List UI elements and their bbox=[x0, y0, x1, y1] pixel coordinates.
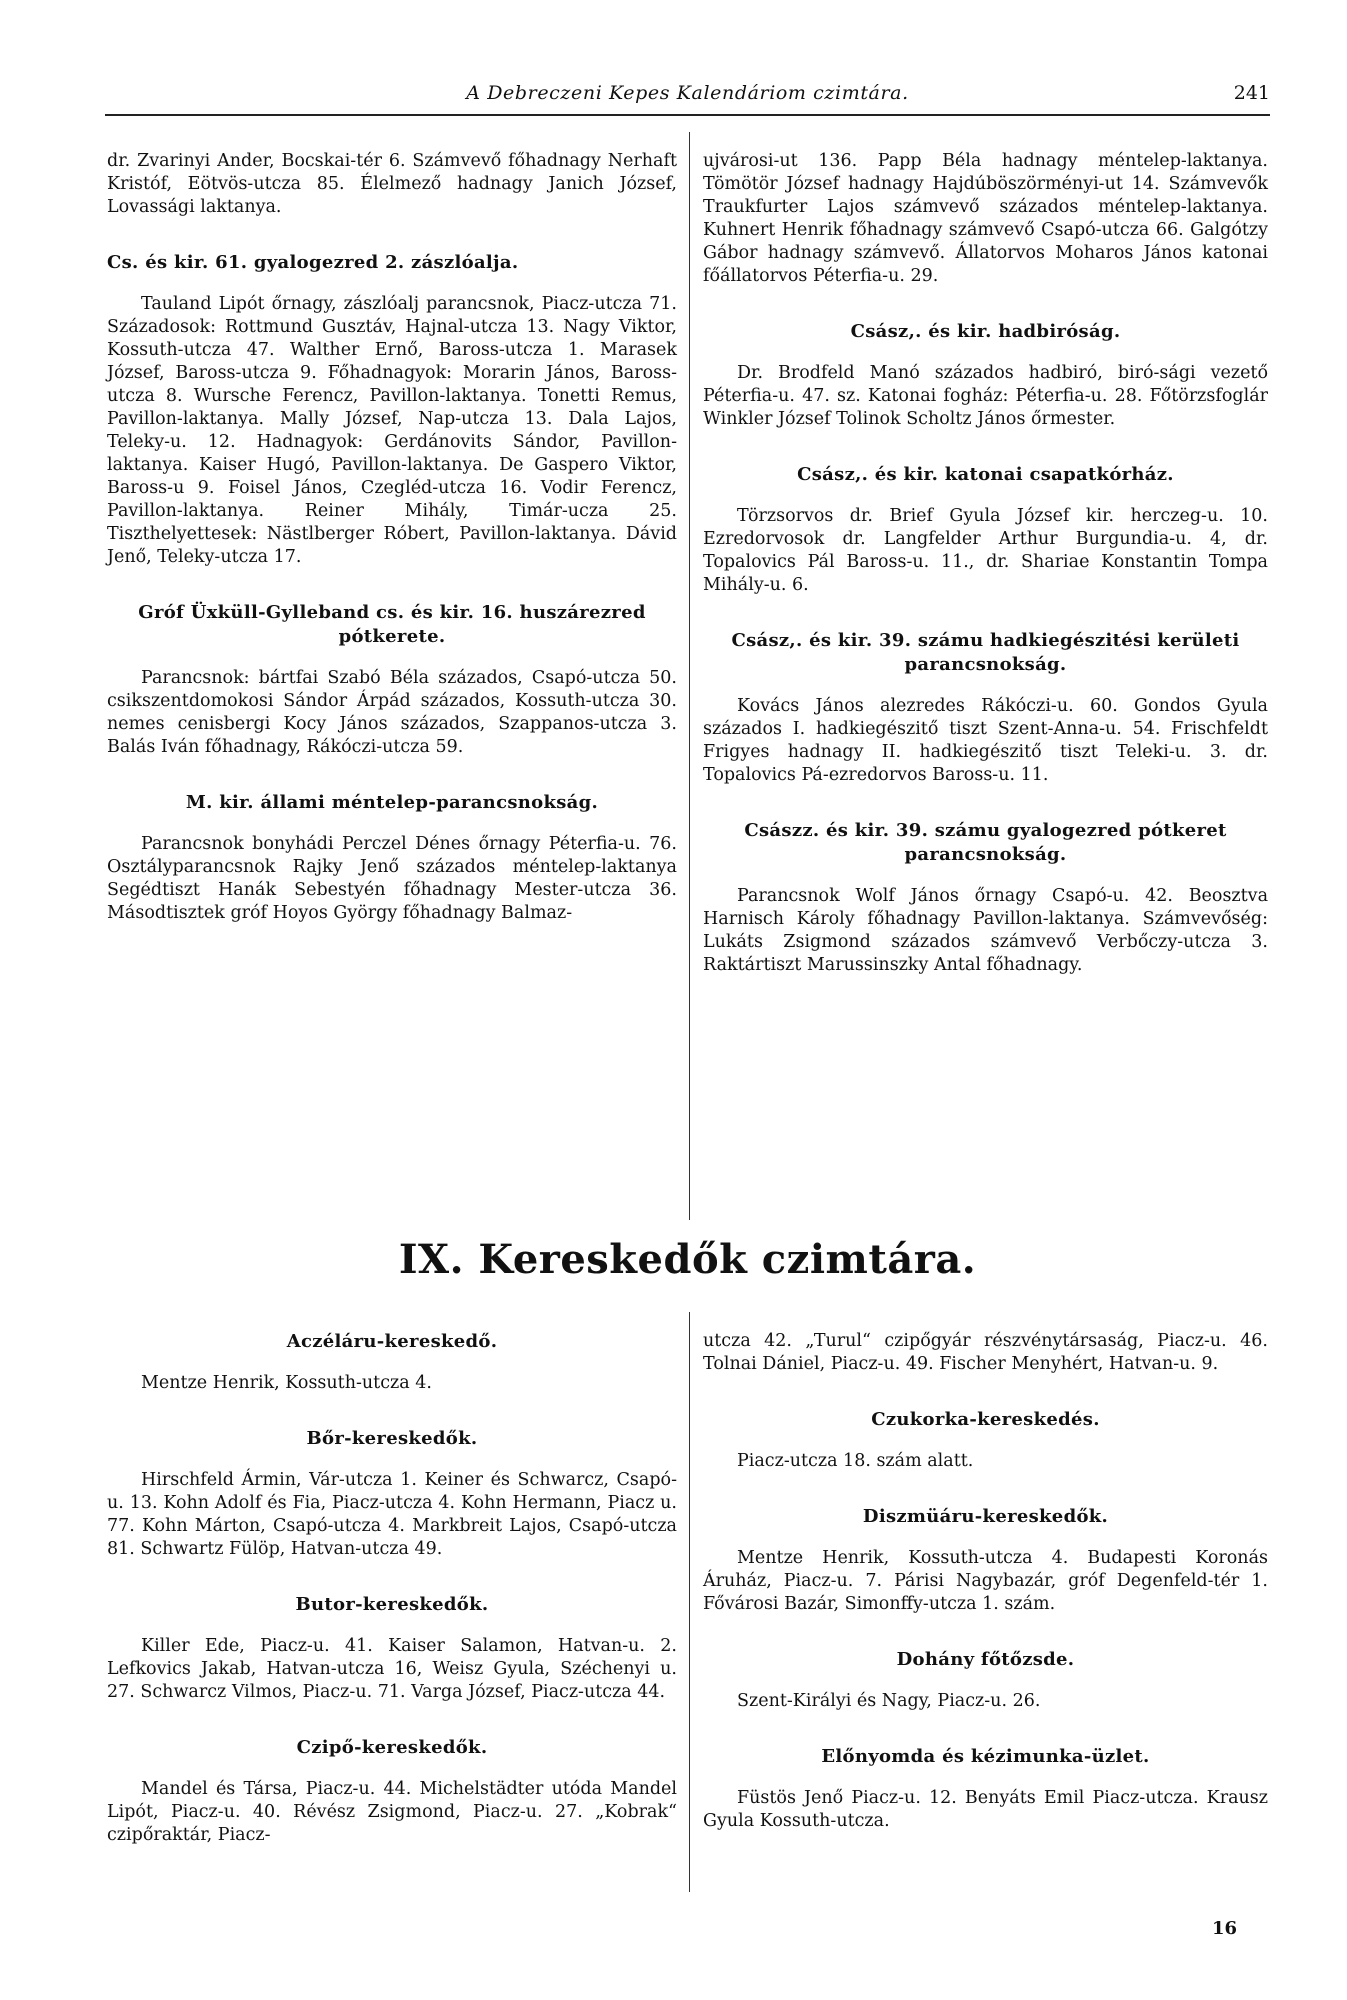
continuation-text: utcza 42. „Turul“ czipőgyár részvénytársaság, Piacz-u. 46. Tolnai Dániel, Piacz-u. 49. Fischer Menyhért, Hatvan-u. 9. bbox=[703, 1331, 1268, 1374]
section-huszarezred-16 bbox=[107, 601, 677, 759]
section-elonyomda bbox=[703, 1745, 1268, 1833]
section-text: Mentze Henrik, Kossuth-utcza 4. Budapesti Koronás Áruház, Piacz-u. 7. Párisi Nagybazár, gróf Degenfeld-tér 1. Fővárosi Bazár, Simonffy-utcza 1. szám. bbox=[703, 1548, 1268, 1614]
section-text: Szent-Királyi és Nagy, Piacz-u. 26. bbox=[737, 1691, 1041, 1711]
section-text: Dr. Brodfeld Manó százados hadbiró, biró-sági vezető Péterfia-u. 47. sz. Katonai fogház: Péterfia-u. 28. Főtörzsfoglár Winkler József Tolinok Scholtz János őrmester. bbox=[703, 363, 1268, 429]
header-rule bbox=[105, 114, 1270, 116]
section-text: Törzsorvos dr. Brief Gyula József kir. herczeg-u. 10. Ezredorvosok dr. Langfelder Arthur Burgundia-u. 4, dr. Topalovics Pál Baross-u. 11., dr. Shariae Konstantin Tompa Mihály-u. 6. bbox=[703, 506, 1268, 595]
section-title: Aczéláru-kereskedő. bbox=[286, 1331, 498, 1352]
continuation-block bbox=[703, 1330, 1268, 1376]
section-title: Dohány főtőzsde. bbox=[896, 1649, 1075, 1670]
chapter-title: IX. Kereskedők czimtára. bbox=[398, 1236, 977, 1283]
section-czukorka bbox=[703, 1408, 1268, 1473]
section-title: Bőr-kereskedők. bbox=[306, 1428, 478, 1449]
military-left-column bbox=[107, 150, 677, 957]
section-aczelaru bbox=[107, 1330, 677, 1395]
section-diszmuaru bbox=[703, 1505, 1268, 1616]
section-title: Czipő-kereskedők. bbox=[296, 1737, 488, 1758]
section-potkeret bbox=[703, 819, 1268, 977]
section-hadbirosag bbox=[703, 320, 1268, 431]
page-header bbox=[105, 80, 1270, 114]
section-text: Tauland Lipót őrnagy, zászlóalj parancsnok, Piacz-utcza 71. Századosok: Rottmund Gusztáv, Hajnal-utcza 13. Nagy Viktor, Kossuth-utcza 47. Walther Ernő, Baross-utcza 1. Marasek József, Baross-utcza 9. Főhadnagyok: Morarin János, Baross-utcza 8. Wursche Ferencz, Pavillon-laktanya. Tonetti Remus, Pavillon-laktanya. Mally József, Nap-utcza 13. Dala Lajos, Teleky-u. 12. Hadnagyok: Gerdánovits Sándor, Pavillon-laktanya. Kaiser Hugó, Pavillon-laktanya. De Gaspero Viktor, Baross-u 9. Foisel János, Czegléd-utcza 16. Vodir Ferencz, Pavillon-laktanya. Reiner Mihály, Timár-ucza 25. Tiszthelyettesek: Nästlberger Róbert, Pavillon-laktanya. Dávid Jenő, Teleky-utcza 17. bbox=[107, 294, 677, 567]
section-text: Piacz-utcza 18. szám alatt. bbox=[737, 1451, 974, 1471]
section-title: Czukorka-kereskedés. bbox=[871, 1409, 1100, 1430]
continuation-block bbox=[703, 150, 1268, 288]
section-butor bbox=[107, 1593, 677, 1704]
section-text: Hirschfeld Ármin, Vár-utcza 1. Keiner és Schwarcz, Csapó-u. 13. Kohn Adolf és Fia, Piacz-utcza 4. Kohn Hermann, Piacz u. 77. Kohn Márton, Csapó-utcza 4. Markbreit Lajos, Csapó-utcza 81. Schwartz Fülöp, Hatvan-utcza 49. bbox=[107, 1470, 677, 1559]
section-czipo bbox=[107, 1736, 677, 1847]
section-bor bbox=[107, 1427, 677, 1561]
page-number: 241 bbox=[1233, 82, 1270, 104]
merchants-left-column bbox=[107, 1330, 677, 1879]
section-title: Előnyomda és kézimunka-üzlet. bbox=[821, 1746, 1150, 1767]
section-title: Gróf Üxküll-Gylleband cs. és kir. 16. huszárezred pótkerete. bbox=[138, 602, 646, 647]
section-title: Diszmüáru-kereskedők. bbox=[862, 1506, 1109, 1527]
section-csapatkorhaz bbox=[703, 463, 1268, 597]
merchants-right-column bbox=[703, 1330, 1268, 1865]
sheet-number: 16 bbox=[1212, 1918, 1238, 1939]
section-title: Csász,. és kir. hadbiróság. bbox=[850, 321, 1121, 342]
continuation-text: dr. Zvarinyi Ander, Bocskai-tér 6. Számvevő főhadnagy Nerhaft Kristóf, Eötvös-utcza 85. Élelmező hadnagy Janich József, Lovassági laktanya. bbox=[107, 151, 677, 217]
column-divider-top bbox=[689, 132, 690, 1220]
military-right-column bbox=[703, 150, 1268, 1009]
running-title: A Debreczeni Kepes Kalendáriom czimtára. bbox=[466, 82, 909, 104]
section-text: Parancsnok Wolf János őrnagy Csapó-u. 42. Beosztva Harnisch Károly főhadnagy Pavillon-laktanya. Számvevőség: Lukáts Zsigmond százados számvevő Verbőczy-utcza 3. Raktártiszt Marussinszky Antal főhadnagy. bbox=[703, 886, 1268, 975]
section-text: Parancsnok: bártfai Szabó Béla százados, Csapó-utcza 50. csikszentdomokosi Sándor Árpád százados, Kossuth-utcza 30. nemes cenisbergi Kocy János százados, Szappanos-utcza 3. Balás Iván főhadnagy, Rákóczi-utcza 59. bbox=[107, 668, 677, 757]
section-text: Mentze Henrik, Kossuth-utcza 4. bbox=[141, 1373, 432, 1393]
section-gyalogezred-61 bbox=[107, 251, 677, 569]
section-text: Füstös Jenő Piacz-u. 12. Benyáts Emil Piacz-utcza. Krausz Gyula Kossuth-utcza. bbox=[703, 1788, 1268, 1831]
section-title: Butor-kereskedők. bbox=[295, 1594, 489, 1615]
section-title: Csász,. és kir. 39. számu hadkiegészitési kerületi parancsnokság. bbox=[731, 630, 1240, 675]
section-text: Mandel és Társa, Piacz-u. 44. Michelstädter utóda Mandel Lipót, Piacz-u. 40. Révész Zsigmond, Piacz-u. 27. „Kobrak“ czipőraktár, Piacz- bbox=[107, 1779, 677, 1845]
section-text: Killer Ede, Piacz-u. 41. Kaiser Salamon, Hatvan-u. 2. Lefkovics Jakab, Hatvan-utcza 16, Weisz Gyula, Széchenyi u. 27. Schwarcz Vilmos, Piacz-u. 71. Varga József, Piacz-utcza 44. bbox=[107, 1636, 677, 1702]
section-text: Kovács János alezredes Rákóczi-u. 60. Gondos Gyula százados I. hadkiegészitő tiszt Szent-Anna-u. 54. Frischfeldt Frigyes hadnagy II. hadkiegészitő tiszt Teleki-u. 3. dr. Topalovics Pá-ezredorvos Baross-u. 11. bbox=[703, 696, 1268, 785]
column-divider-bottom bbox=[689, 1312, 690, 1892]
section-text: Parancsnok bonyhádi Perczel Dénes őrnagy Péterfia-u. 76. Osztályparancsnok Rajky Jenő százados méntelep-laktanya Segédtiszt Hanák Sebestyén főhadnagy Mester-utcza 36. Másodtisztek gróf Hoyos György főhadnagy Balmaz- bbox=[107, 834, 677, 923]
section-title: Cs. és kir. 61. gyalogezred 2. zászlóalja. bbox=[107, 252, 519, 273]
continuation-text: ujvárosi-ut 136. Papp Béla hadnagy méntelep-laktanya. Tömötör József hadnagy Hajdúböszörményi-ut 14. Számvevők Traukfurter Lajos számvevő százados méntelep-laktanya. Kuhnert Henrik főhadnagy számvevő Csapó-utcza 66. Galgótzy Gábor hadnagy számvevő. Állatorvos Moharos János katonai főállatorvos Péterfia-u. 29. bbox=[703, 151, 1268, 286]
continuation-block bbox=[107, 150, 677, 219]
section-title: Császz. és kir. 39. számu gyalogezred pótkeret parancsnokság. bbox=[744, 820, 1227, 865]
section-dohany bbox=[703, 1648, 1268, 1713]
section-hadkiegeszitesi bbox=[703, 629, 1268, 787]
section-title: M. kir. állami méntelep-parancsnokság. bbox=[185, 792, 599, 813]
section-title: Csász,. és kir. katonai csapatkórház. bbox=[797, 464, 1174, 485]
section-mentelep bbox=[107, 791, 677, 925]
